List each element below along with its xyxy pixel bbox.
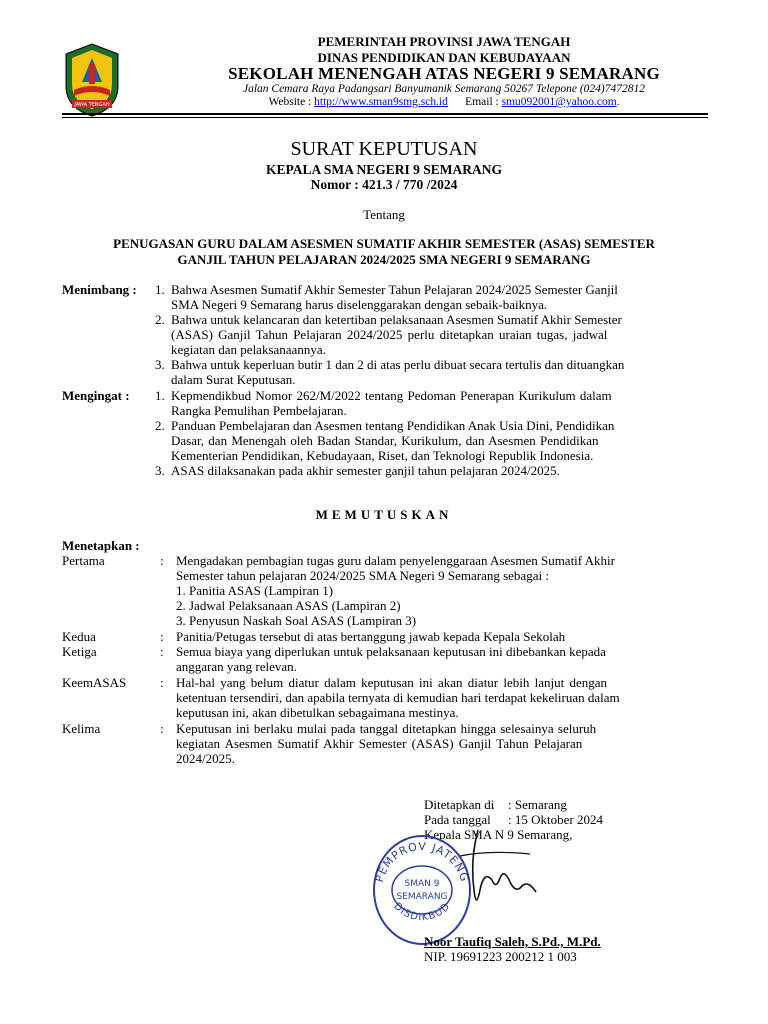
mengingat-num-1: 1.: [155, 388, 165, 403]
mengingat-1-line-1: Kepmendikbud Nomor 262/M/2022 tentang Pedoman Penerapan Kurikulum dalam: [171, 388, 612, 403]
website-label: Website :: [268, 96, 312, 108]
signer-name: Noor Taufiq Saleh, S.Pd., M.Pd.: [424, 934, 601, 949]
stamp-bottom-text: DISDIKBUD: [391, 900, 453, 924]
decision-label-keemasas: KeemASAS: [62, 675, 127, 690]
ketiga-line-1: Semua biaya yang diperlukan untuk pelaksanaan keputusan ini dibebankan kepada: [176, 644, 606, 659]
keemasas-line-3: keputusan ini, akan dibetulkan sebagaimana mestinya.: [176, 705, 459, 720]
pertama-sub-3: 3. Penyusun Naskah Soal ASAS (Lampiran 3): [176, 613, 417, 628]
pertama-line-1: Mengadakan pembagian tugas guru dalam penyelenggaraan Asesmen Sumatif Akhir: [176, 553, 615, 568]
mengingat-2-line-3: Kementerian Pendidikan, Kebudayaan, Riset, dan Teknologi Republik Indonesia.: [171, 448, 594, 463]
menimbang-1-line-1: Bahwa Asesmen Sumatif Akhir Semester Tahun Pelajaran 2024/2025 Semester Ganjil: [171, 282, 618, 297]
header-line-1: PEMERINTAH PROVINSI JAWA TENGAH: [317, 34, 571, 49]
website-link[interactable]: http://www.sman9smg.sch.id: [314, 96, 448, 108]
menimbang-2-line-3: kegiatan dan pelaksanaannya.: [171, 342, 326, 357]
menimbang-num-3: 3.: [155, 357, 165, 372]
header-line-2: DINAS PENDIDIKAN DAN KEBUDAYAAN: [317, 50, 571, 65]
menimbang-num-2: 2.: [155, 312, 165, 327]
school-name: SEKOLAH MENENGAH ATAS NEGERI 9 SEMARANG: [228, 64, 660, 83]
document-title: SURAT KEPUTUSAN: [290, 138, 478, 160]
mengingat-num-3: 3.: [155, 463, 165, 478]
ketiga-line-2: anggaran yang relevan.: [176, 659, 297, 674]
tentang-label: Tentang: [363, 207, 405, 222]
decision-colon: :: [160, 675, 164, 690]
kedua-line-1: Panitia/Petugas tersebut di atas bertanggung jawab kepada Kepala Sekolah: [176, 629, 566, 644]
header-rule: [62, 113, 708, 115]
pertama-sub-1: 1. Panitia ASAS (Lampiran 1): [176, 583, 334, 598]
decision-colon: :: [160, 721, 164, 736]
place-label: Ditetapkan di: [424, 797, 495, 812]
mengingat-3-line-1: ASAS dilaksanakan pada akhir semester ganjil tahun pelajaran 2024/2025.: [171, 463, 560, 478]
decision-label-ketiga: Ketiga: [62, 644, 97, 659]
document-number: Nomor : 421.3 / 770 /2024: [310, 177, 458, 192]
menimbang-1-line-2: SMA Negeri 9 Semarang harus diselenggarakan dengan sebaik-baiknya.: [171, 297, 548, 312]
kelima-line-1: Keputusan ini berlaku mulai pada tanggal ditetapkan hingga selesainya seluruh: [176, 721, 597, 736]
email-label: Email :: [465, 96, 499, 108]
menimbang-2-line-2: (ASAS) Ganjil Tahun Pelajaran 2024/2025 perlu ditetapkan uraian tugas, jadwal: [171, 327, 608, 342]
mengingat-label: Mengingat :: [62, 388, 130, 403]
kelima-line-3: 2024/2025.: [176, 751, 235, 766]
handwritten-signature: [440, 820, 560, 920]
keemasas-line-2: ketentuan tersendiri, dan apabila ternyata di kemudian hari terdapat kekeliruan dalam: [176, 690, 620, 705]
stamp-mid-1: SMAN 9: [404, 879, 440, 889]
keemasas-line-1: Hal-hal yang belum diatur dalam keputusan ini akan diatur lebih lanjut dengan: [176, 675, 608, 690]
signer-nip: NIP. 19691223 200212 1 003: [424, 949, 577, 964]
school-address: Jalan Cemara Raya Padangsari Banyumanik Semarang 50267 Telepone (024)7472812: [242, 83, 646, 95]
decision-colon: :: [160, 629, 164, 644]
mengingat-2-line-1: Panduan Pembelajaran dan Asesmen tentang Pendidikan Anak Usia Dini, Pendidikan: [171, 418, 615, 433]
date-label: Pada tanggal: [424, 812, 491, 827]
menimbang-3-line-1: Bahwa untuk keperluan butir 1 dan 2 di atas perlu dibuat secara tertulis dan dituangkan: [171, 357, 625, 372]
mengingat-2-line-2: Dasar, dan Menengah oleh Badan Standar, Kurikulum, dan Asesmen Pendidikan: [171, 433, 599, 448]
kelima-line-2: kegiatan Asesmen Sumatif Akhir Semester (ASAS) Ganjil Tahun Pelajaran: [176, 736, 583, 751]
stamp-mid-2: SEMARANG: [396, 892, 448, 902]
mengingat-1-line-2: Rangka Pemulihan Pembelajaran.: [171, 403, 347, 418]
pertama-sub-2: 2. Jadwal Pelaksanaan ASAS (Lampiran 2): [176, 598, 401, 613]
signer-position: Kepala SMA N 9 Semarang,: [424, 827, 573, 842]
menimbang-3-line-2: dalam Surat Keputusan.: [171, 372, 296, 387]
header-rule-thin: [62, 117, 708, 118]
logo-caption: JAWA TENGAH: [74, 102, 110, 108]
decision-label-kedua: Kedua: [62, 629, 96, 644]
decision-label-pertama: Pertama: [62, 553, 105, 568]
contact-line: Website : http://www.sman9smg.sch.id Email : smu092001@yahoo.com.: [268, 96, 620, 108]
place-value: : Semarang: [508, 797, 567, 812]
email-link[interactable]: smu092001@yahoo.com: [501, 96, 617, 108]
menimbang-2-line-1: Bahwa untuk kelancaran dan ketertiban pelaksanaan Asesmen Sumatif Akhir Semester: [171, 312, 622, 327]
menimbang-num-1: 1.: [155, 282, 165, 297]
menetapkan-label: Menetapkan :: [62, 538, 140, 553]
decision-colon: :: [160, 553, 164, 568]
mengingat-num-2: 2.: [155, 418, 165, 433]
memutuskan-heading: MEMUTUSKAN: [315, 507, 453, 522]
subject-line-1: PENUGASAN GURU DALAM ASESMEN SUMATIF AKHIR SEMESTER (ASAS) SEMESTER: [113, 236, 655, 251]
decision-colon: :: [160, 644, 164, 659]
subject-line-2: GANJIL TAHUN PELAJARAN 2024/2025 SMA NEGERI 9 SEMARANG: [177, 252, 591, 267]
document-issuer: KEPALA SMA NEGERI 9 SEMARANG: [265, 162, 503, 177]
date-value: : 15 Oktober 2024: [508, 812, 603, 827]
pertama-line-2: Semester tahun pelajaran 2024/2025 SMA Negeri 9 Semarang sebagai :: [176, 568, 549, 583]
provincial-logo: [62, 42, 122, 118]
stamp-top-text: PEMPROV JATENG: [372, 839, 472, 884]
menimbang-label: Menimbang :: [62, 282, 137, 297]
decision-label-kelima: Kelima: [62, 721, 101, 736]
